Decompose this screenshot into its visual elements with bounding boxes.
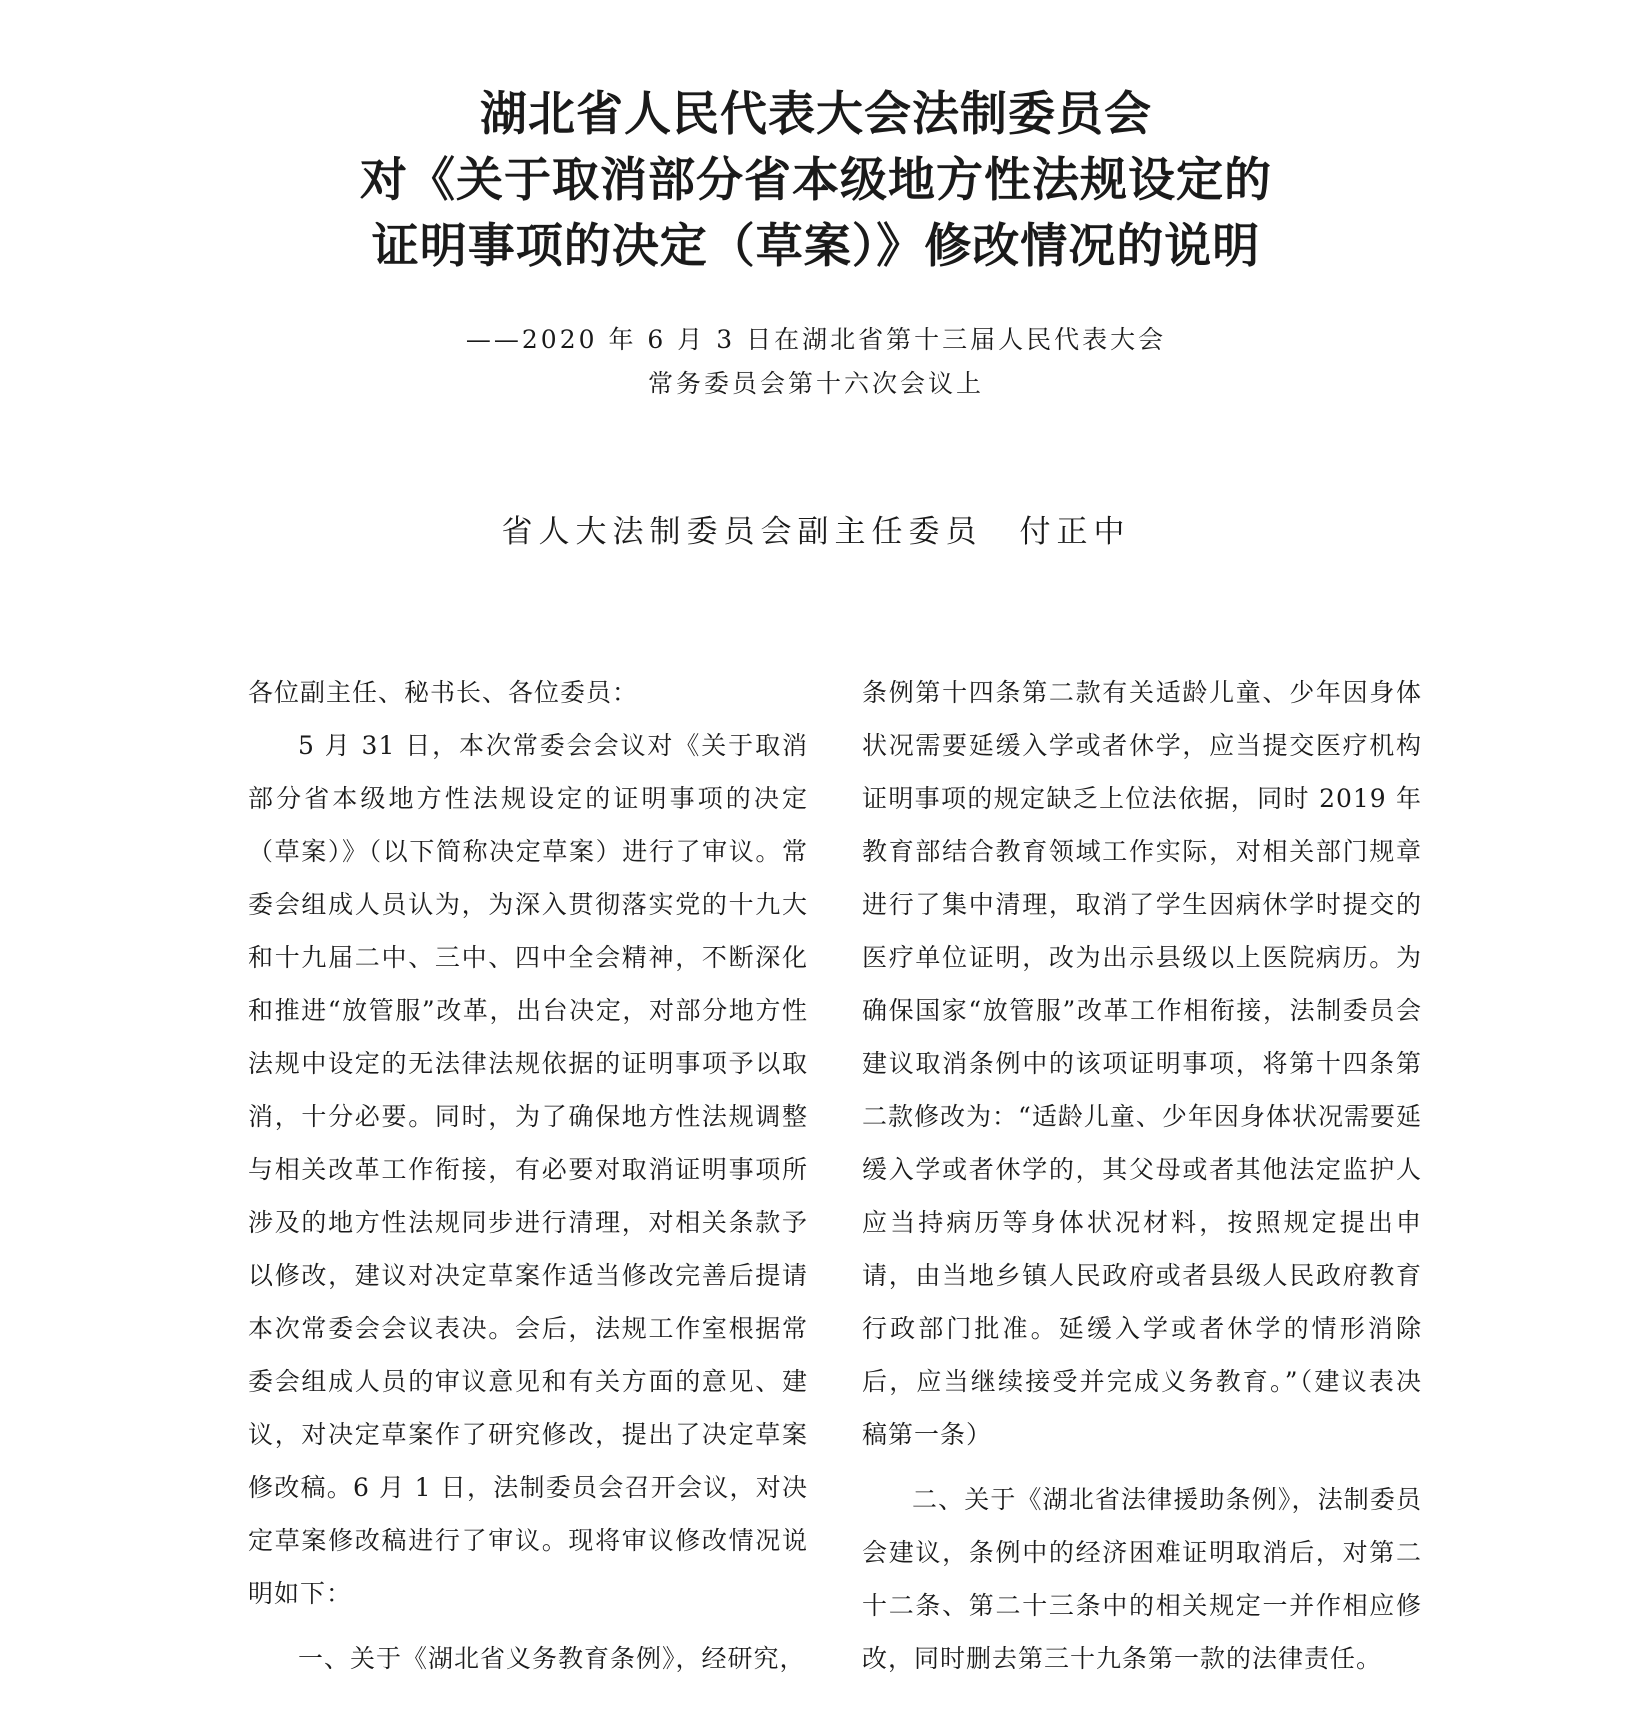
author-byline: 省人大法制委员会副主任委员 付正中 [501,514,1131,550]
title-line-3: 证明事项的决定（草案）》修改情况的说明 [371,219,1261,274]
salutation: 各位副主任、秘书长、各位委员： [248,678,639,707]
right-column [862,666,1422,1685]
title-line-2: 对《关于取消部分省本级地方性法规设定的 [360,153,1272,208]
paragraph-review-summary: 5 月 31 日，本次常委会会议对《关于取消部分省本级地方性法规设定的证明事项的决定（草案）》（以下简称决定草案）进行了审议。常委会组成人员认为，为深入贯彻落实党的十九大和十九届二中、三中、四中全会精神，不断深化和推进“放管服”改革，出台决定，对部分地方性法规中设定的无法律法规依据的证明事项予以取消，十分必要。同时，为了确保地方性法规调整与相关改革工作衔接，有必要对取消证明事项所涉及的地方性法规同步进行清理，对相关条款予以修改，建议对决定草案作适当修改完善后提请本次常委会会议表决。会后，法规工作室根据常委会组成人员的审议意见和有关方面的意见、建议，对决定草案作了研究修改，提出了决定草案修改稿。6 月 1 日，法制委员会召开会议，对决定草案修改稿进行了审议。现将审议修改情况说明如下： [248,731,808,1608]
document-title [0,82,1632,280]
title-line-1: 湖北省人民代表大会法制委员会 [480,87,1152,142]
document-subtitle [0,318,1632,406]
subtitle-line-2: 常务委员会第十六次会议上 [647,369,984,398]
subtitle-line-1: ——2020 年 6 月 3 日在湖北省第十三届人民代表大会 [465,325,1167,354]
paragraph-education-regulation-start: 一、关于《湖北省义务教育条例》，经研究， [298,1644,806,1673]
paragraph-education-regulation-cont: 条例第十四条第二款有关适龄儿童、少年因身体状况需要延缓入学或者休学，应当提交医疗机构证明事项的规定缺乏上位法依据，同时 2019 年教育部结合教育领域工作实际，对相关部门规章进行了集中清理，取消了学生因病休学时提交的医疗单位证明，改为出示县级以上医院病历。为确保国家“放管服”改革工作相衔接，法制委员会建议取消条例中的该项证明事项，将第十四条第二款修改为：“适龄儿童、少年因身体状况需要延缓入学或者休学的，其父母或者其他法定监护人应当持病历等身体状况材料，按照规定提出申请，由当地乡镇人民政府或者县级人民政府教育行政部门批准。延缓入学或者休学的情形消除后，应当继续接受并完成义务教育。”（建议表决稿第一条） [862,678,1422,1449]
paragraph-legal-aid-regulation: 二、关于《湖北省法律援助条例》，法制委员会建议，条例中的经济困难证明取消后，对第二十二条、第二十三条中的相关规定一并作相应修改，同时删去第三十九条第一款的法律责任。 [862,1485,1422,1673]
left-column [248,666,808,1685]
